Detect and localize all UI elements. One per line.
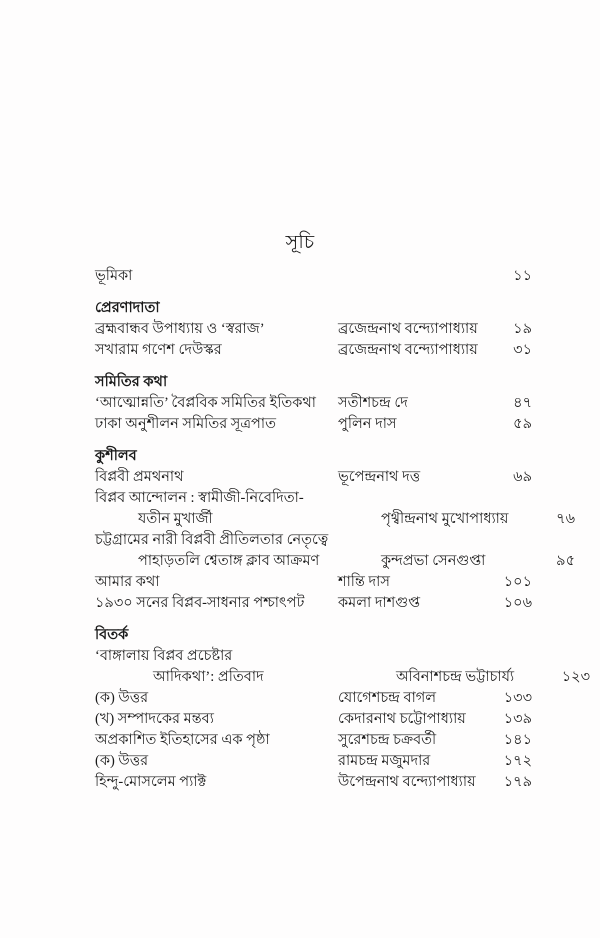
toc-row[interactable] — [95, 509, 575, 530]
toc-entry-title: পাহাড়তলি শ্বেতাঙ্গ ক্লাব আক্রমণ — [138, 553, 320, 569]
toc-entry-page-number: ১৩৯ — [503, 711, 532, 727]
toc-entry-author: যোগেশচন্দ্র বাগল — [338, 690, 437, 706]
toc-section-heading: সমিতির কথা — [95, 374, 168, 390]
toc-entry-title: ‘বাঙ্গালায় বিপ্লব প্রচেষ্টার — [95, 648, 233, 664]
toc-row[interactable] — [95, 266, 535, 287]
toc-entry-title: আদিকথা’: প্রতিবাদ — [153, 669, 264, 685]
toc-row[interactable] — [95, 572, 535, 593]
toc-entry-page-number: ১২৩ — [561, 669, 590, 685]
toc-entry-page-number: ১৪১ — [503, 732, 532, 748]
toc-entry-author: উপেন্দ্রনাথ বন্দ্যোপাধ্যায় — [338, 774, 476, 790]
toc-section-heading: প্রেরণাদাতা — [95, 300, 160, 316]
toc-row[interactable] — [95, 530, 535, 551]
toc-row[interactable] — [95, 646, 535, 667]
toc-entry-page-number: ১৭৯ — [503, 774, 532, 790]
toc-entry-title: ব্রহ্মবান্ধব উপাধ্যায় ও ‘স্বরাজ’ — [95, 321, 265, 337]
toc-entry-list — [95, 266, 590, 793]
toc-entry-title: আমার কথা — [95, 574, 160, 590]
toc-entry-title: ১৯৩০ সনের বিপ্লব-সাধনার পশ্চাৎপট — [95, 595, 305, 611]
toc-row[interactable] — [95, 319, 535, 340]
toc-entry-author: পৃথ্বীন্দ্রনাথ মুখোপাধ্যায় — [381, 511, 509, 527]
toc-entry-page-number: ৪৭ — [513, 395, 532, 411]
toc-entry-title: ভূমিকা — [95, 268, 133, 284]
toc-row[interactable] — [95, 551, 575, 572]
page-title: সূচি — [285, 232, 315, 253]
toc-row[interactable] — [95, 340, 535, 361]
toc-entry-title: (খ) সম্পাদকের মন্তব্য — [95, 711, 214, 727]
toc-entry-title: চট্টগ্রামের নারী বিপ্লবী প্রীতিলতার নেতৃত্বে — [95, 532, 329, 548]
toc-entry-page-number: ১৭২ — [503, 753, 532, 769]
toc-entry-title: (ক) উত্তর — [95, 690, 149, 706]
toc-row[interactable] — [95, 488, 535, 509]
toc-entry-author: কমলা দাশগুপ্ত — [338, 595, 421, 611]
toc-row[interactable] — [95, 593, 535, 614]
toc-row[interactable] — [95, 709, 535, 730]
toc-entry-page-number: ৭৬ — [556, 511, 575, 527]
toc-row[interactable] — [95, 751, 535, 772]
toc-entry-author: পুলিন দাস — [338, 416, 397, 432]
toc-entry-page-number: ১৯ — [513, 321, 532, 337]
toc-entry-page-number: ১৩৩ — [503, 690, 532, 706]
toc-entry-title: অপ্রকাশিত ইতিহাসের এক পৃষ্ঠা — [95, 732, 270, 748]
toc-entry-page-number: ৫৯ — [513, 416, 532, 432]
toc-row[interactable] — [95, 414, 535, 435]
toc-entry-page-number: ১১ — [513, 268, 532, 284]
toc-row[interactable] — [95, 467, 535, 488]
toc-row[interactable] — [95, 393, 535, 414]
toc-entry-author: কুন্দপ্রভা সেনগুপ্তা — [381, 553, 486, 569]
toc-entry-title: (ক) উত্তর — [95, 753, 149, 769]
toc-entry-title: বিপ্লবী প্রমথনাথ — [95, 469, 184, 485]
toc-section-heading: কুশীলব — [95, 448, 137, 464]
toc-row[interactable] — [95, 688, 535, 709]
toc-entry-author: ব্রজেন্দ্রনাথ বন্দ্যোপাধ্যায় — [338, 342, 478, 358]
toc-entry-author: সুরেশচন্দ্র চক্রবর্তী — [338, 732, 437, 748]
toc-entry-title: যতীন মুখার্জী — [138, 511, 213, 527]
toc-entry-author: সতীশচন্দ্র দে — [338, 395, 408, 411]
toc-entry-author: শান্তি দাস — [338, 574, 390, 590]
toc-entry-title: ‘আত্মোন্নতি’ বৈপ্লবিক সমিতির ইতিকথা — [95, 395, 316, 411]
toc-entry-author: অবিনাশচন্দ্র ভট্টাচার্য্য — [396, 669, 515, 685]
toc-entry-author: ভূপেন্দ্রনাথ দত্ত — [338, 469, 421, 485]
toc-entry-title: হিন্দু-মোসলেম প্যাক্ট — [95, 774, 207, 790]
toc-entry-title: বিপ্লব আন্দোলন : স্বামীজী-নিবেদিতা- — [95, 490, 304, 506]
toc-row[interactable] — [95, 730, 535, 751]
toc-entry-author: কেদারনাথ চট্টোপাধ্যায় — [338, 711, 466, 727]
toc-entry-page-number: ১০৬ — [503, 595, 532, 611]
toc-entry-page-number: ৩১ — [513, 342, 532, 358]
toc-entry-title: সখারাম গণেশ দেউস্কর — [95, 342, 222, 358]
toc-entry-page-number: ৬৯ — [513, 469, 532, 485]
toc-entry-author: ব্রজেন্দ্রনাথ বন্দ্যোপাধ্যায় — [338, 321, 478, 337]
toc-row[interactable] — [95, 772, 535, 793]
toc-entry-title: ঢাকা অনুশীলন সমিতির সূত্রপাত — [95, 416, 276, 432]
toc-entry-page-number: ৯৫ — [556, 553, 575, 569]
toc-row[interactable] — [95, 667, 590, 688]
toc-entry-page-number: ১০১ — [503, 574, 532, 590]
toc-section-heading: বিতর্ক — [95, 627, 129, 643]
toc-entry-author: রামচন্দ্র মজুমদার — [338, 753, 431, 769]
